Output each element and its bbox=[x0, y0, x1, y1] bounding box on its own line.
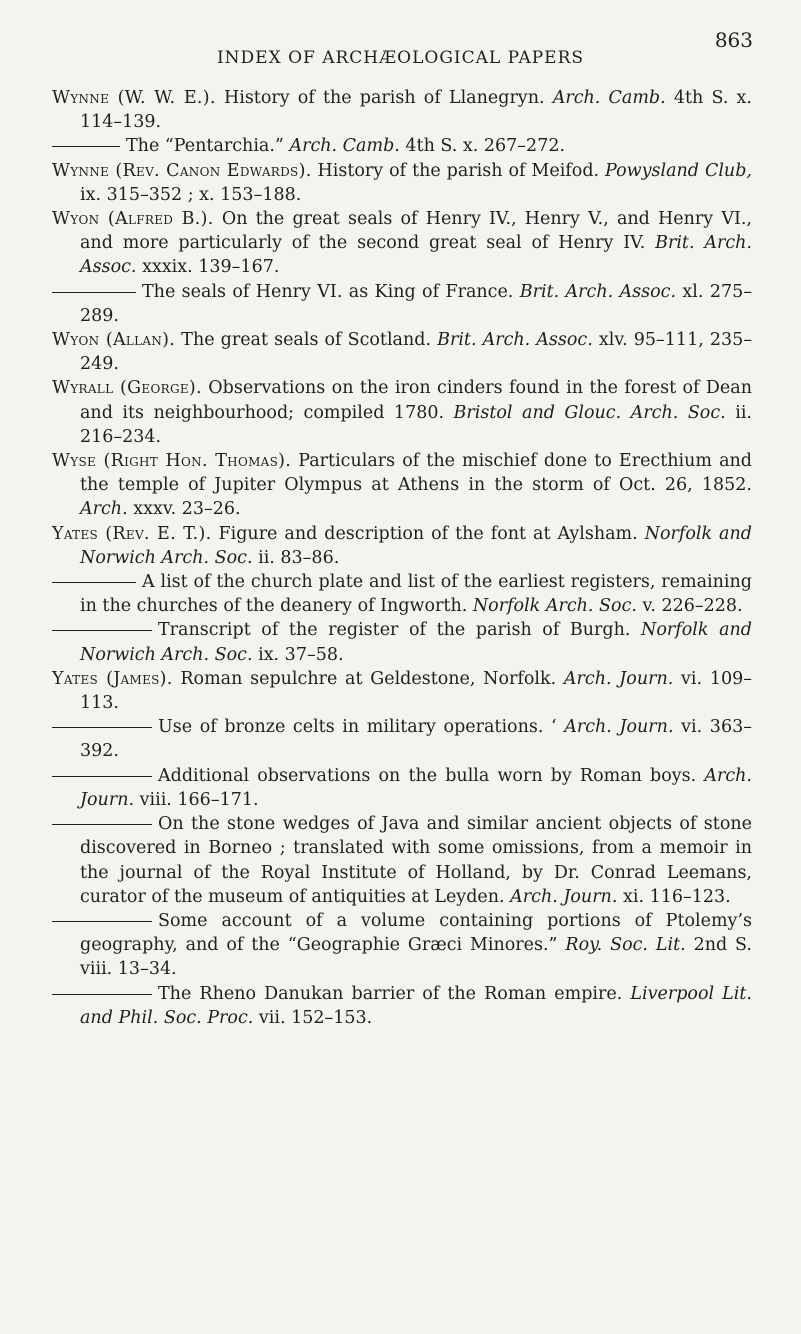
entry-title: The Rheno Danukan barrier of the Roman empire. bbox=[158, 983, 623, 1004]
ditto-rule bbox=[52, 994, 152, 995]
ditto-rule bbox=[52, 630, 152, 631]
index-entry bbox=[52, 982, 752, 1030]
entry-source: Arch. Journ. bbox=[510, 886, 618, 907]
index-entry bbox=[52, 909, 752, 982]
running-head: INDEX OF ARCHÆOLOGICAL PAPERS bbox=[216, 48, 585, 68]
ditto-rule bbox=[52, 824, 152, 825]
entry-title: History of the parish of Meifod. bbox=[317, 160, 600, 181]
entry-pages: viii. 166–171. bbox=[139, 789, 259, 810]
entry-pages: ix. 315–352 ; x. 153–188. bbox=[80, 184, 302, 205]
index-entry bbox=[52, 764, 752, 812]
index-entry bbox=[52, 715, 752, 763]
index-entry bbox=[52, 159, 752, 207]
entry-source: Norfolk and Norwich Arch. Soc. bbox=[80, 523, 752, 568]
entry-source: Brit. Arch. Assoc. bbox=[80, 233, 752, 278]
index-entry bbox=[52, 618, 752, 666]
entry-pages: xlv. 95–111, 235–249. bbox=[80, 330, 752, 375]
entry-author: Wynne (W. W. E.). bbox=[52, 88, 216, 108]
ditto-rule bbox=[52, 921, 152, 922]
entry-pages: vi. 109–113. bbox=[80, 668, 752, 714]
entry-pages: vi. 363–392. bbox=[80, 717, 752, 762]
entry-source: Brit. Arch. Assoc. bbox=[519, 281, 677, 302]
entry-title: History of the parish of Llanegryn. bbox=[223, 88, 545, 108]
entry-author: Yates (James). bbox=[52, 668, 173, 689]
entry-source: Roy. Soc. Lit. bbox=[565, 935, 686, 956]
entry-title: Observations on the iron cinders found in the forest of Dean and its neighbourhood; compiled 1780. bbox=[80, 378, 752, 423]
entry-author: Wyse (Right Hon. Thomas). bbox=[52, 451, 292, 472]
entry-source: Norfolk and Norwich Arch. Soc. bbox=[80, 620, 752, 665]
entry-author: Wyon (Alfred B.). bbox=[52, 209, 214, 230]
index-entry bbox=[52, 449, 752, 522]
entry-source: Liverpool Lit. and Phil. Soc. Proc. bbox=[80, 983, 752, 1028]
entry-source: Bristol and Glouc. Arch. Soc. bbox=[453, 402, 726, 423]
entry-pages: xxxix. 139–167. bbox=[142, 257, 280, 278]
ditto-rule bbox=[52, 776, 152, 777]
entry-title: Roman sepulchre at Geldestone, Norfolk. bbox=[180, 668, 557, 689]
index-entry bbox=[52, 207, 752, 280]
entry-title: On the stone wedges of Java and similar ancient objects of stone discovered in Borneo ; translated with some omissions, from a memoir in the journal of the Royal Institute of Holland, by Dr. Conrad Leemans, curator of the museum of antiquities at Leyden. bbox=[80, 814, 752, 907]
entry-source: Brit. Arch. Assoc. bbox=[437, 330, 593, 351]
entry-pages: 4th S. x. 267–272. bbox=[405, 136, 566, 157]
index-entry bbox=[52, 376, 752, 449]
entry-source: Arch. Journ. bbox=[80, 765, 752, 810]
index-entry bbox=[52, 328, 752, 376]
entry-title: The great seals of Scotland. bbox=[181, 330, 432, 351]
entry-author: Yates (Rev. E. T.). bbox=[52, 523, 212, 544]
entry-pages: xi. 116–123. bbox=[622, 886, 731, 907]
entry-title: Particulars of the mischief done to Erecthium and the temple of Jupiter Olympus at Athens in the storm of Oct. 26, 1852. bbox=[80, 451, 752, 496]
index-entry bbox=[52, 86, 752, 134]
index-entry bbox=[52, 570, 752, 618]
entry-pages: vii. 152–153. bbox=[258, 1007, 373, 1028]
entry-pages: ii. 83–86. bbox=[258, 547, 340, 568]
ditto-rule bbox=[52, 727, 152, 728]
page-number: 863 bbox=[714, 28, 753, 52]
ditto-rule bbox=[52, 146, 120, 147]
entry-title: The “Pentarchia.” bbox=[126, 136, 284, 157]
entry-author: Wynne (Rev. Canon Edwards). bbox=[52, 160, 312, 181]
entry-pages: xxxv. 23–26. bbox=[133, 499, 241, 520]
entry-title: On the great seals of Henry IV., Henry V., and Henry VI., and more particularly of the second great seal of Henry IV. bbox=[80, 209, 752, 254]
entry-pages: xl. 275–289. bbox=[80, 281, 752, 326]
entry-source: Arch. bbox=[80, 499, 128, 520]
entry-pages: v. 226–228. bbox=[642, 596, 743, 617]
index-entry bbox=[52, 667, 752, 715]
entry-source: Arch. Camb. bbox=[552, 88, 666, 108]
index-entries bbox=[52, 86, 752, 1030]
entry-pages: 4th S. x. 114–139. bbox=[80, 88, 752, 133]
entry-title: The seals of Henry VI. as King of France. bbox=[142, 281, 514, 302]
index-entry bbox=[52, 280, 752, 328]
entry-title: Figure and description of the font at Aylsham. bbox=[218, 523, 638, 544]
entry-title: A list of the church plate and list of the earliest registers, remaining in the churches of the deanery of Ingworth. bbox=[80, 572, 752, 617]
entry-author: Wyrall (George). bbox=[52, 378, 202, 399]
index-entry bbox=[52, 812, 752, 909]
entry-pages: ix. 37–58. bbox=[258, 644, 344, 665]
ditto-rule bbox=[52, 582, 136, 583]
entry-title: Some account of a volume containing portions of Ptolemy’s geography, and of the “Geographie Græci Minores.” bbox=[80, 910, 752, 956]
entry-source: Arch. Journ. bbox=[564, 717, 674, 738]
entry-source: Norfolk Arch. Soc. bbox=[472, 596, 637, 617]
entry-pages: ii. 216–234. bbox=[80, 402, 752, 447]
entry-source: Powysland Club, bbox=[605, 160, 752, 181]
entry-source: Arch. Camb. bbox=[289, 136, 400, 157]
entry-author: Wyon (Allan). bbox=[52, 330, 176, 351]
entry-source: Arch. Journ. bbox=[563, 668, 674, 689]
entry-title: Use of bronze celts in military operations. ‘ bbox=[158, 717, 557, 738]
index-entry bbox=[52, 522, 752, 570]
ditto-rule bbox=[52, 292, 136, 293]
entry-title: Additional observations on the bulla worn by Roman boys. bbox=[158, 765, 697, 786]
entry-title: Transcript of the register of the parish of Burgh. bbox=[158, 620, 631, 641]
index-entry bbox=[52, 134, 752, 158]
entry-pages: 2nd S. viii. 13–34. bbox=[80, 935, 752, 980]
